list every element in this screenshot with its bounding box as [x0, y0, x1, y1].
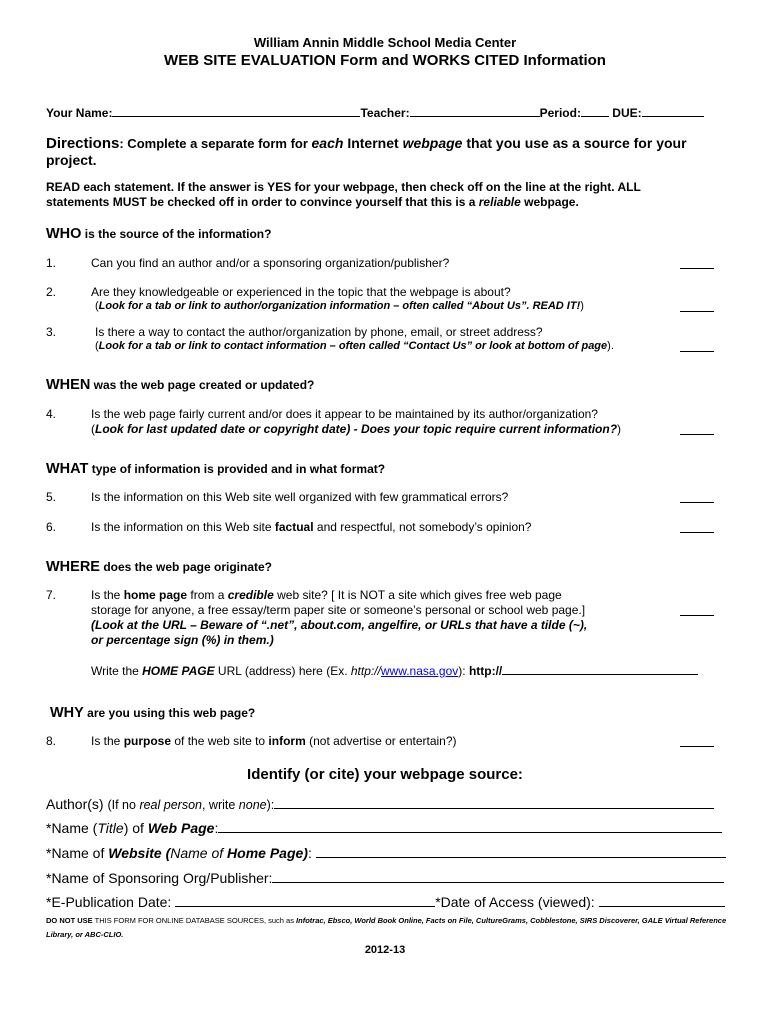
- q3-text: Is there a way to contact the author/organization by phone, email, or street address?: [95, 325, 543, 339]
- school-year: 2012-13: [364, 944, 406, 956]
- q7-number: 7.: [46, 588, 57, 602]
- q3-check-line[interactable]: [680, 350, 714, 352]
- q3-hint: (Look for a tab or link to contact information – often called “Contact Us” or look at bottom of page).: [95, 340, 614, 352]
- q4-hint: (Look for last updated date or copyright date) - Does your topic require current information?): [91, 422, 622, 436]
- q5-check-line[interactable]: [680, 501, 714, 503]
- q4-check-line[interactable]: [680, 433, 714, 435]
- date-of-access-field[interactable]: [599, 894, 725, 907]
- website-name-field[interactable]: [316, 845, 726, 858]
- directions-line2: project.: [46, 152, 97, 168]
- dates-row: *E-Publication Date: *Date of Access (viewed):: [46, 894, 725, 910]
- due-field[interactable]: [642, 104, 704, 117]
- q7-check-line[interactable]: [680, 614, 714, 616]
- q1-text: Can you find an author and/or a sponsoring organization/publisher?: [91, 256, 450, 270]
- q7-text-line2: storage for anyone, a free essay/term paper site or someone’s personal or school web page.]: [91, 603, 586, 617]
- due-label: DUE:: [612, 106, 642, 120]
- page-title: WEB SITE EVALUATION Form and WORKS CITED Information: [164, 52, 606, 69]
- q2-check-line[interactable]: [680, 310, 714, 312]
- sponsor-field[interactable]: [272, 870, 724, 883]
- section-who: WHO is the source of the information?: [46, 226, 272, 242]
- student-info-row: [46, 104, 704, 120]
- footer-note: DO NOT USE THIS FORM FOR ONLINE DATABASE SOURCES, such as Infotrac, Ebsco, World Book Online, Facts on File, CultureGrams, Cobblestone, SIRS Discoverer, GALE Virtual Reference Library, or ABC-CLIO.: [46, 916, 727, 939]
- q2-number: 2.: [46, 285, 57, 299]
- q8-check-line[interactable]: [680, 745, 714, 747]
- q6-number: 6.: [46, 520, 57, 534]
- page-title-row: *Name (Title) of Web Page:: [46, 820, 722, 836]
- q1-number: 1.: [46, 256, 57, 270]
- nasa-example-link[interactable]: www.nasa.gov: [380, 664, 459, 678]
- period-label: Period:: [539, 106, 581, 120]
- section-what: WHAT type of information is provided and in what format?: [46, 461, 386, 477]
- q2-text: Are they knowledgeable or experienced in the topic that the webpage is about?: [91, 285, 511, 299]
- e-publication-date-field[interactable]: [175, 894, 435, 907]
- website-name-row: *Name of Website (Name of Home Page):: [46, 845, 726, 861]
- read-instruction-1: READ each statement. If the answer is YES for your webpage, then check off on the line at the right. ALL: [46, 180, 641, 194]
- q4-number: 4.: [46, 407, 57, 421]
- name-field[interactable]: [112, 104, 360, 117]
- q1-check-line[interactable]: [680, 267, 714, 269]
- author-field[interactable]: [274, 796, 714, 809]
- section-where: WHERE does the web page originate?: [46, 559, 273, 575]
- q6-text: Is the information on this Web site factual and respectful, not somebody’s opinion?: [91, 520, 532, 534]
- q8-text: Is the purpose of the web site to inform (not advertise or entertain?): [91, 734, 457, 748]
- q7-url-row: Write the HOME PAGE URL (address) here (Ex. http://www.nasa.gov): http://: [91, 662, 698, 679]
- teacher-field[interactable]: [410, 104, 540, 117]
- q7-text-line1: Is the home page from a credible web site? [ It is NOT a site which gives free web page: [91, 588, 562, 602]
- author-row: Author(s) (If no real person, write none):: [46, 796, 714, 812]
- read-instruction-2: statements MUST be checked off in order to convince yourself that this is a reliable webpage.: [46, 195, 579, 209]
- q7-hint-line1: (Look at the URL – Beware of “.net”, about.com, angelfire, or URLs that have a tilde (~),: [91, 618, 588, 632]
- sponsor-row: *Name of Sponsoring Org/Publisher:: [46, 870, 724, 886]
- q5-text: Is the information on this Web site well organized with few grammatical errors?: [91, 490, 509, 504]
- web-page-title-field[interactable]: [218, 820, 722, 833]
- name-label: Your Name:: [46, 106, 113, 120]
- school-name: William Annin Middle School Media Center: [253, 35, 517, 50]
- cite-heading: Identify (or cite) your webpage source:: [247, 766, 523, 783]
- q8-number: 8.: [46, 734, 57, 748]
- section-why: WHY are you using this web page?: [50, 705, 256, 721]
- home-page-url-field[interactable]: [502, 662, 698, 675]
- q5-number: 5.: [46, 490, 57, 504]
- directions-line1: Directions: Complete a separate form for each Internet webpage that you use as a source for your: [46, 135, 687, 152]
- q2-hint: (Look for a tab or link to author/organization information – often called “About Us”. READ IT!): [95, 300, 584, 312]
- q7-hint-line2: or percentage sign (%) in them.): [91, 633, 274, 647]
- q4-text: Is the web page fairly current and/or does it appear to be maintained by its author/organization?: [91, 407, 598, 421]
- q3-number: 3.: [46, 325, 57, 339]
- section-when: WHEN was the web page created or updated?: [46, 377, 315, 393]
- period-field[interactable]: [581, 104, 609, 117]
- q6-check-line[interactable]: [680, 531, 714, 533]
- teacher-label: Teacher:: [360, 106, 410, 120]
